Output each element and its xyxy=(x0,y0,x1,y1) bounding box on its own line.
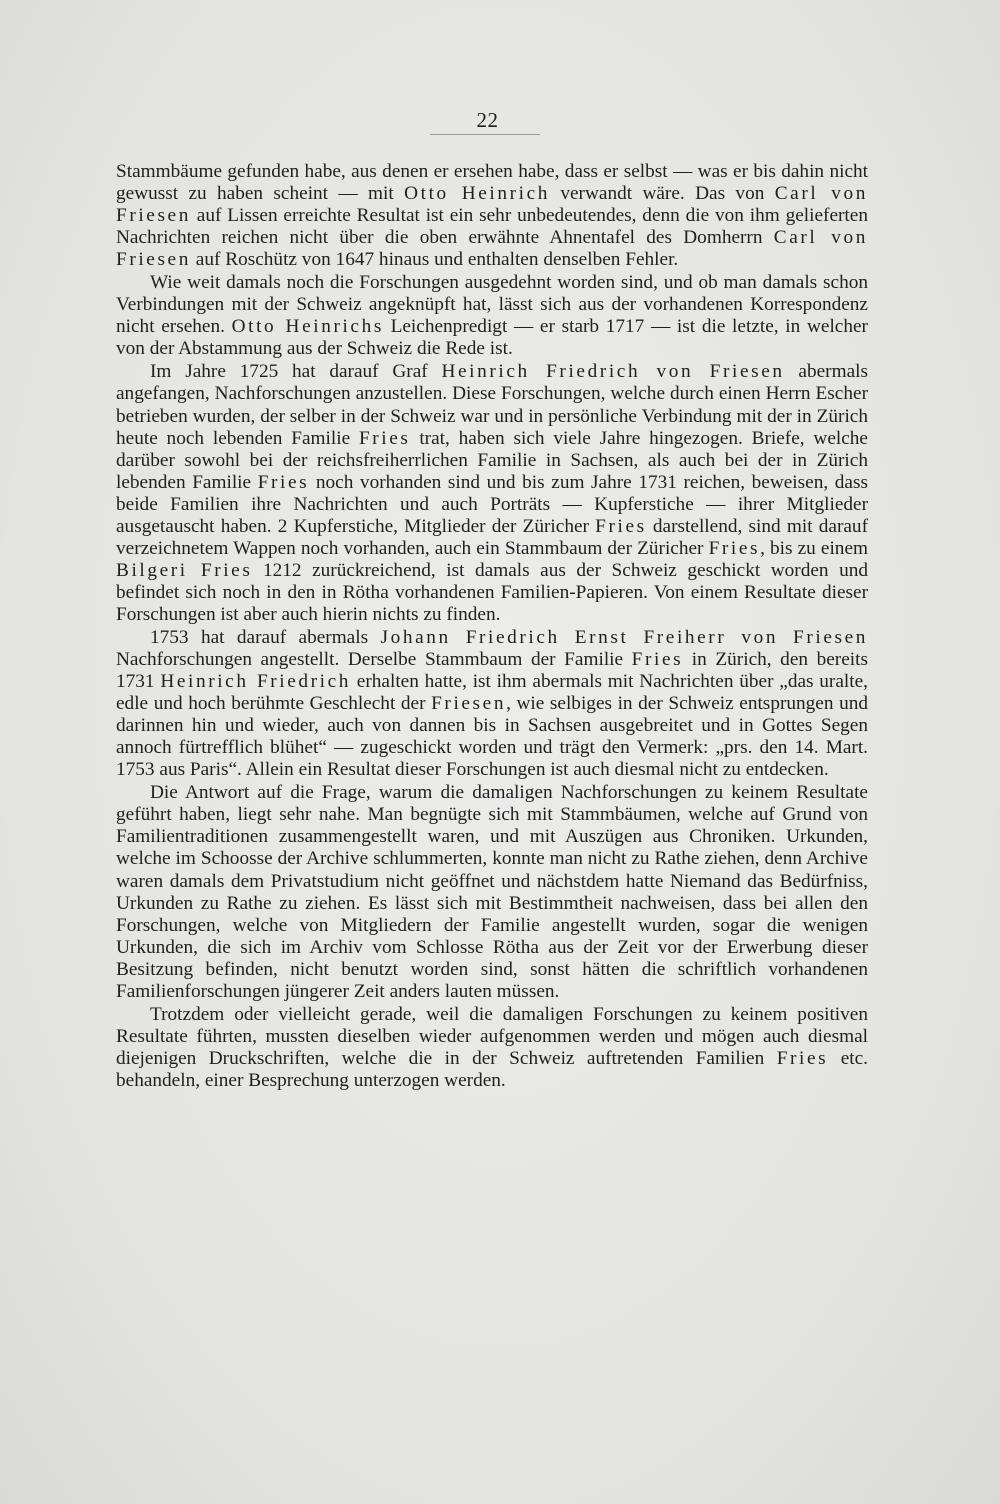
text-run: auf Lissen erreichte Resultat ist ein sehr unbedeutendes, denn die von ihm gelieferten Nachrichten reichen nicht über die oben erwähnte Ahnentafel des Domherrn xyxy=(116,205,868,249)
spaced-name: Johann Friedrich Ernst Freiherr von Friesen xyxy=(380,626,869,648)
spaced-name: Heinrich Friedrich xyxy=(160,671,352,693)
text-run: erhalten hatte, ist ihm abermals mit Nachrichten über „das uralte, edle und hoch berühmte Geschlecht der xyxy=(116,671,868,715)
spaced-name: Carl von Friesen xyxy=(116,183,868,227)
paragraph xyxy=(116,1004,868,1092)
page-number: 22 xyxy=(476,108,499,132)
paragraph xyxy=(116,782,868,1002)
spaced-name: Bilgeri Fries xyxy=(116,559,253,581)
text-run: 1753 hat darauf abermals xyxy=(150,626,381,648)
text-run: , bis zu einem xyxy=(760,537,868,559)
text-run: etc. behandeln, einer Besprechung unterzogen werden. xyxy=(116,1047,868,1091)
text-run: verwandt wäre. Das von xyxy=(550,183,775,205)
text-run: in Zürich, den bereits 1731 xyxy=(116,649,868,693)
text-run: Nachforschungen angestellt. Derselbe Stammbaum der Familie xyxy=(116,649,632,671)
spaced-name: Otto Heinrich xyxy=(404,183,550,205)
header-rule xyxy=(430,134,540,135)
spaced-name: Fries xyxy=(708,537,761,559)
text-run: Leichenpredigt — er starb 1717 — ist die letzte, in welcher von der Abstammung aus der Schweiz die Rede ist. xyxy=(116,316,868,360)
body-text xyxy=(116,161,868,1092)
text-run: auf Roschütz von 1647 hinaus und enthalten denselben Fehler. xyxy=(190,249,679,271)
text-run: Stammbäume gefunden habe, aus denen er ersehen habe, dass er selbst — was er bis dahin nicht gewusst zu haben scheint — mit xyxy=(116,161,868,205)
spaced-name: Fries xyxy=(257,471,310,493)
paragraph xyxy=(116,361,868,626)
paragraph xyxy=(116,627,868,781)
text-run: Wie weit damals noch die Forschungen ausgedehnt worden sind, und ob man damals schon Verbindungen mit der Schweiz angeknüpft hat, lässt sich aus der vorhandenen Korrespondenz nicht ersehen. xyxy=(116,272,868,338)
spaced-name: Fries xyxy=(776,1047,829,1069)
spaced-name: Fries xyxy=(631,649,684,671)
text-run: abermals angefangen, Nachforschungen anzustellen. Diese Forschungen, welche durch einen Herrn Escher betrieben wurden, der selber in der Schweiz war und in persönliche Verbindung mit der in Zürich heute noch lebenden Familie xyxy=(116,361,868,449)
spaced-name: Heinrich Friedrich von Friesen xyxy=(441,361,785,383)
text-run: darstellend, sind mit darauf verzeichnetem Wappen noch vorhanden, auch ein Stammbaum der Züricher xyxy=(116,515,868,559)
paragraph xyxy=(116,161,868,271)
text-run: , wie selbiges in der Schweiz entsprungen und darinnen hin und wieder, auch von dannen bis in Sachsen ausgebreitet und in Gottes Segen annoch fürtrefflich blühet“ — zugeschickt worden und trägt den Vermerk: „prs. den 14. Mart. 1753 aus Paris“. Allein ein Resultat dieser Forschungen ist auch diesmal nicht zu entdecken. xyxy=(116,693,868,781)
paragraph xyxy=(116,272,868,360)
spaced-name: Friesen xyxy=(431,693,507,715)
text-run: Die Antwort auf die Frage, warum die damaligen Nachforschungen zu keinem Resultate geführt haben, liegt sehr nahe. Man begnügte sich mit Stammbäumen, welche auf Grund von Familientraditionen zusammengestellt waren, und mit Auszügen aus Chroniken. Urkunden, welche im Schoosse der Archive schlummerten, konnte man nicht zu Rathe ziehen, denn Archive waren damals dem Privatstudium nicht geöffnet und nächstdem hatte Niemand das Bedürfniss, Urkunden zu Rathe zu ziehen. Es lässt sich mit Bestimmtheit nachweisen, dass bei allen den Forschungen, welche von Mitgliedern der Familie angestellt wurden, sogar die wenigen Urkunden, die sich im Archiv vom Schlosse Rötha aus der Zeit vor der Erwerbung dieser Besitzung befinden, nicht benutzt worden sind, sonst hätten die schriftlich vorhandenen Familienforschungen jüngerer Zeit anders lauten müssen. xyxy=(116,782,868,1002)
text-run: 1212 zurückreichend, ist damals aus der Schweiz geschickt worden und befindet sich noch in den in Rötha vorhandenen Familien-Papieren. Von einem Resultate dieser Forschungen ist aber auch hierin nichts zu finden. xyxy=(116,559,869,625)
spaced-name: Carl von Friesen xyxy=(116,227,868,271)
text-run: trat, haben sich viele Jahre hingezogen. Briefe, welche darüber sowohl bei der reichsfreiherrlichen Familie in Sachsen, als auch bei der in Zürich lebenden Familie xyxy=(116,427,868,493)
text-run: Trotzdem oder vielleicht gerade, weil die damaligen Forschungen zu keinem positiven Resultate führten, mussten dieselben wieder aufgenommen werden und mögen auch diesmal diejenigen Druckschriften, welche die in der Schweiz auftretenden Familien xyxy=(116,1003,868,1069)
spaced-name: Fries xyxy=(358,427,411,449)
text-run: Im Jahre 1725 hat darauf Graf xyxy=(150,361,442,383)
text-run: noch vorhanden sind und bis zum Jahre 1731 reichen, beweisen, dass beide Familien ihre Nachrichten und auch Porträts — Kupferstiche — ihrer Mitglieder ausgetauscht haben. 2 Kupferstiche, Mitglieder der Züricher xyxy=(116,471,868,537)
spaced-name: Otto Heinrichs xyxy=(231,316,384,338)
spaced-name: Fries xyxy=(595,515,647,537)
